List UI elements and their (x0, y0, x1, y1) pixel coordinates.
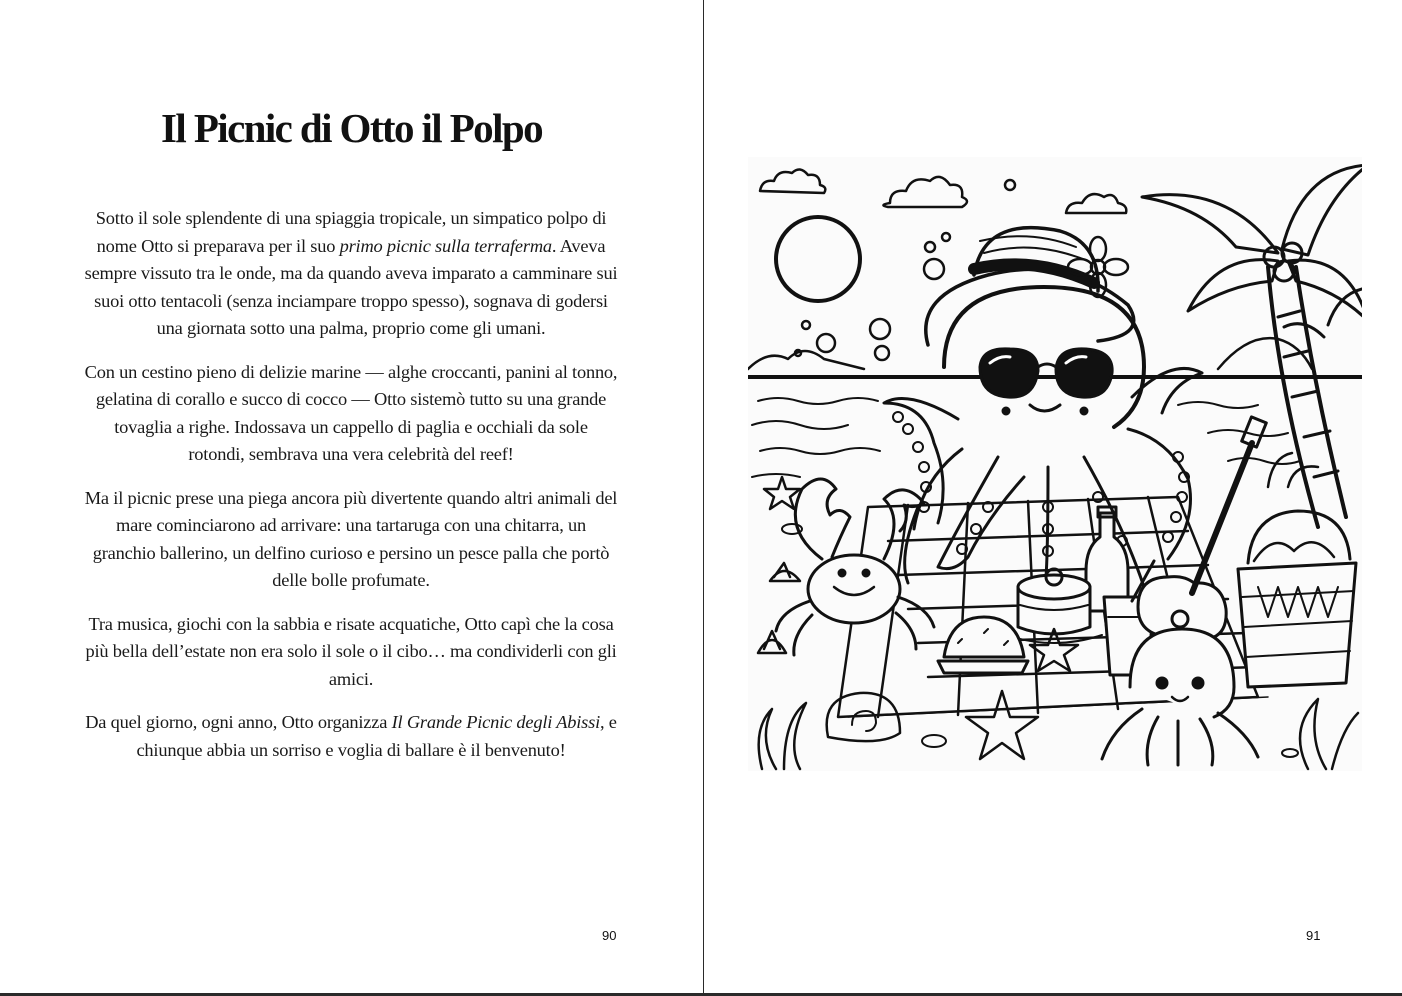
right-page (704, 0, 1402, 994)
octopus-picnic-illustration-icon (748, 157, 1362, 771)
cloud-icon (760, 169, 1126, 213)
story-paragraph-2 (84, 359, 618, 469)
story-paragraph-1 (84, 205, 618, 343)
sandwich-icon (938, 617, 1028, 673)
crab-icon (776, 479, 934, 655)
paragraph-text: Con un cestino pieno di delizie marine — alghe croccanti, panini al tonno, gelatina di corallo e succo di cocco — Otto sistemò tutto su una grande tovaglia a righe. Indossava un cappello di paglia e occhiali da sole rotondi, sembrava una vera celebrità del reef! (84, 361, 618, 464)
italic-phrase: primo picnic sulla terraferma (339, 235, 552, 256)
smile-icon (1030, 405, 1060, 411)
story-title: Il Picnic di Otto il Polpo (161, 105, 542, 151)
paragraph-text: . Aveva sempre vissuto tra le onde, ma da quando aveva imparato a camminare sui suoi otto tentacoli (senza inciampare troppo spesso), sognava di godersi una giornata sotto una palma, proprio come gli umani. (84, 235, 618, 338)
sun-icon (776, 217, 860, 301)
octopus-head-icon (944, 287, 1144, 427)
paragraph-text: Da quel giorno, ogni anno, Otto organizza (85, 712, 392, 732)
paragraph-text: Sotto il sole splendente di una spiaggia tropicale, un simpatico polpo di nome Otto si preparava per il suo (95, 208, 607, 256)
paragraph-text: , e chiunque abbia un sorriso e voglia di ballare è il benvenuto! (136, 712, 617, 760)
story-paragraph-3 (84, 485, 618, 595)
page-number-left: 90 (602, 928, 617, 943)
paragraph-text: Ma il picnic prese una piega ancora più divertente quando altri animali del mare cominciarono ad arrivare: una tartaruga con una chitarra, un granchio ballerino, un delfino curioso e persino un pesce palla che portò delle bolle profumate. (84, 487, 618, 590)
waves-icon (752, 398, 1300, 477)
page-number-right: 91 (1306, 928, 1321, 943)
story-text (84, 205, 618, 780)
palm-tree-icon (1142, 165, 1362, 527)
story-paragraph-5 (84, 709, 618, 764)
paragraph-text: Tra musica, giochi con la sabbia e risate acquatiche, Otto capì che la cosa più bella dell’estate non era solo il sole o il cibo… ma condividerli con gli amici. (85, 613, 617, 689)
picnic-basket-icon (1238, 511, 1356, 687)
italic-phrase: Il Grande Picnic degli Abissi (391, 712, 600, 732)
story-paragraph-4 (84, 611, 618, 694)
sunglasses-icon (980, 349, 1112, 397)
